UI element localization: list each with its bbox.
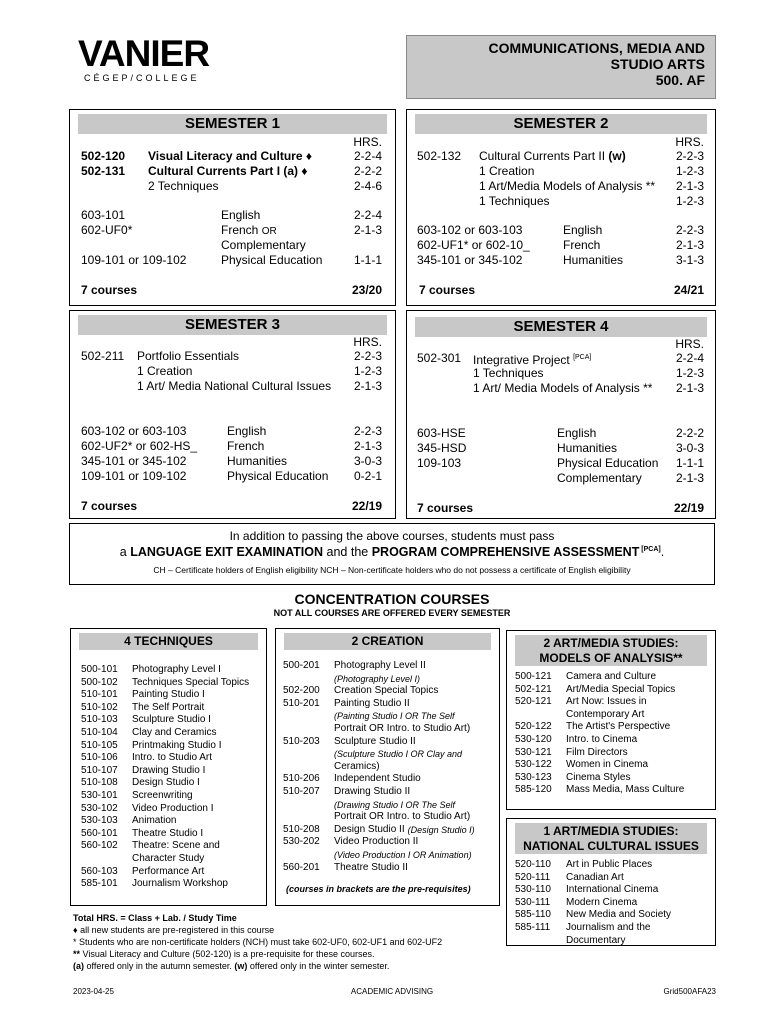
models-of-analysis-box bbox=[506, 630, 716, 810]
course-code: 530-123 bbox=[515, 771, 552, 783]
course-code: 560-201 bbox=[283, 861, 320, 873]
course-code: 603-102 or 603-103 bbox=[417, 223, 523, 237]
course-code: 602-UF2* or 602-HS_ bbox=[81, 439, 198, 453]
course-name: Physical Education bbox=[221, 253, 323, 267]
pca-mark: [PCA] bbox=[639, 545, 661, 553]
course-hours: 1-2-3 bbox=[675, 366, 704, 380]
course-item bbox=[515, 671, 684, 684]
course-name: Independent Studio bbox=[334, 773, 421, 785]
course-name: French bbox=[227, 439, 265, 453]
course-name: Painting Studio I bbox=[132, 689, 205, 701]
course-item bbox=[283, 748, 475, 761]
course-code: 603-101 bbox=[81, 208, 126, 222]
hrs-header: HRS. bbox=[675, 135, 704, 149]
course-name: 1 Techniques bbox=[473, 366, 544, 380]
course-code: 520-110 bbox=[515, 859, 551, 870]
course-name: Sculpture Studio I bbox=[132, 714, 211, 726]
course-hours: 1-2-3 bbox=[675, 164, 704, 178]
autumn-flag: (a) bbox=[73, 961, 84, 971]
course-item bbox=[515, 734, 684, 747]
course-code: 530-122 bbox=[515, 759, 552, 771]
course-hours: 2-2-4 bbox=[675, 351, 704, 365]
course-hours: 2-2-3 bbox=[675, 149, 704, 163]
course-name: English bbox=[557, 426, 597, 440]
course-item bbox=[515, 935, 671, 948]
vanier-logo bbox=[78, 33, 210, 83]
course-code: 510-106 bbox=[81, 752, 118, 764]
course-item bbox=[81, 853, 249, 866]
hrs-header: HRS. bbox=[353, 335, 382, 349]
course-code: 530-120 bbox=[515, 733, 552, 745]
footer-title: ACADEMIC ADVISING bbox=[350, 987, 434, 996]
course-code: 510-105 bbox=[81, 739, 118, 751]
course-code: 500-121 bbox=[515, 671, 552, 682]
course-name: Design Studio II bbox=[334, 823, 405, 835]
course-item bbox=[81, 840, 249, 853]
course-code: 530-202 bbox=[283, 836, 320, 848]
course-code: 502-200 bbox=[283, 685, 320, 697]
course-name: Cinema Styles bbox=[566, 771, 631, 783]
course-name: Film Directors bbox=[566, 746, 628, 758]
course-hours: 2-1-3 bbox=[353, 223, 382, 237]
national-title-line2: NATIONAL CULTURAL ISSUES bbox=[523, 839, 699, 853]
techniques-title: 4 TECHNIQUES bbox=[79, 633, 258, 650]
or-label: OR bbox=[261, 226, 277, 237]
course-name: Humanities bbox=[227, 454, 288, 468]
course-name: Mass Media, Mass Culture bbox=[566, 784, 685, 796]
course-item bbox=[81, 752, 249, 765]
course-name bbox=[479, 149, 626, 163]
course-code: 510-104 bbox=[81, 726, 118, 738]
course-name: Women in Cinema bbox=[566, 759, 649, 771]
course-code: 502-120 bbox=[81, 149, 126, 163]
course-code: 530-110 bbox=[515, 884, 551, 896]
models-list bbox=[515, 671, 684, 797]
total-courses: 7 courses bbox=[417, 501, 474, 515]
course-item bbox=[81, 878, 249, 891]
course-item bbox=[283, 849, 475, 862]
hrs-header: HRS. bbox=[353, 135, 382, 149]
course-code: 345-101 or 345-102 bbox=[81, 454, 187, 468]
note-total-hrs: Total HRS. = Class + Lab. / Study Time bbox=[73, 913, 237, 923]
course-item bbox=[283, 799, 475, 812]
course-name: Intro. to Cinema bbox=[566, 733, 638, 745]
course-item bbox=[81, 714, 249, 727]
course-name: Camera and Culture bbox=[566, 671, 657, 682]
prerequisite: (Design Studio I) bbox=[407, 824, 475, 835]
course-item bbox=[515, 897, 671, 910]
course-name: Theatre Studio II bbox=[334, 861, 408, 873]
course-item bbox=[81, 828, 249, 841]
course-name: (Photography Level I) bbox=[334, 673, 421, 684]
course-hours: 1-1-1 bbox=[353, 253, 382, 267]
course-name: (Drawing Studio I OR The Self bbox=[334, 799, 456, 810]
course-name: Video Production I bbox=[132, 802, 214, 814]
course-hours: 2-1-3 bbox=[353, 379, 382, 393]
course-code: 510-201 bbox=[283, 697, 320, 709]
pca-mark: [PCA] bbox=[573, 354, 592, 361]
total-courses: 7 courses bbox=[81, 283, 138, 297]
creation-title: 2 CREATION bbox=[284, 633, 491, 650]
course-item bbox=[283, 836, 475, 849]
total-courses: 7 courses bbox=[419, 283, 476, 297]
course-hours: 1-2-3 bbox=[353, 364, 382, 378]
footer-code: Grid500AFA23 bbox=[663, 987, 716, 996]
course-code: 510-103 bbox=[81, 714, 118, 726]
course-name: Art in Public Places bbox=[566, 859, 653, 870]
course-code: 530-103 bbox=[81, 815, 118, 827]
course-code: 502-121 bbox=[515, 683, 552, 695]
techniques-box bbox=[70, 628, 267, 906]
concentration-subtitle: NOT ALL COURSES ARE OFFERED EVERY SEMESTER bbox=[273, 608, 511, 618]
models-title-line2: MODELS OF ANALYSIS** bbox=[539, 651, 683, 665]
course-code: 500-102 bbox=[81, 676, 118, 688]
course-item bbox=[515, 859, 671, 872]
course-item bbox=[283, 673, 475, 686]
course-name: Portfolio Essentials bbox=[137, 349, 240, 363]
techniques-list bbox=[81, 664, 249, 891]
autumn-text: offered only in the autumn semester. bbox=[84, 961, 235, 971]
course-code: 602-UF0* bbox=[81, 223, 133, 237]
course-item bbox=[283, 660, 475, 673]
semester-3-box bbox=[69, 310, 396, 519]
course-name: Cultural Currents Part I (a) ♦ bbox=[148, 164, 308, 178]
course-name: Character Study bbox=[132, 852, 205, 864]
course-item bbox=[515, 759, 684, 772]
course-name: Screenwriting bbox=[132, 789, 193, 801]
course-hours: 1-1-1 bbox=[675, 456, 704, 470]
course-name: Drawing Studio II bbox=[334, 785, 411, 797]
course-item bbox=[515, 884, 671, 897]
course-item bbox=[81, 765, 249, 778]
course-name: Clay and Ceramics bbox=[132, 726, 217, 738]
course-item bbox=[81, 777, 249, 790]
course-name bbox=[221, 223, 277, 239]
course-name: Journalism Workshop bbox=[132, 878, 228, 890]
course-item bbox=[81, 702, 249, 715]
course-hours: 3-0-3 bbox=[353, 454, 382, 468]
course-code: 603-102 or 603-103 bbox=[81, 424, 187, 438]
course-name: English bbox=[221, 208, 261, 222]
course-hours: 3-1-3 bbox=[675, 253, 704, 267]
course-hours: 2-2-2 bbox=[353, 164, 382, 178]
course-name: Modern Cinema bbox=[566, 896, 638, 908]
course-name: Photography Level II bbox=[334, 660, 426, 671]
course-code: 502-132 bbox=[417, 149, 462, 163]
course-item bbox=[515, 909, 671, 922]
course-code: 530-102 bbox=[81, 802, 118, 814]
course-hours: 2-4-6 bbox=[353, 179, 382, 193]
course-name: 1 Art/ Media National Cultural Issues bbox=[137, 379, 332, 393]
course-item bbox=[283, 786, 475, 799]
course-name: Portrait OR Intro. to Studio Art) bbox=[334, 811, 471, 823]
requirements-box bbox=[69, 523, 715, 585]
course-code: 560-102 bbox=[81, 840, 118, 852]
course-item bbox=[515, 709, 684, 722]
course-name: Visual Literacy and Culture ♦ bbox=[148, 149, 312, 163]
period: . bbox=[660, 545, 665, 559]
course-hours: 2-2-2 bbox=[675, 426, 704, 440]
course-name: Canadian Art bbox=[566, 871, 624, 883]
course-name: (Video Production I OR Animation) bbox=[334, 849, 472, 860]
course-code: 520-122 bbox=[515, 721, 552, 733]
text-and: and the bbox=[323, 545, 372, 559]
course-item bbox=[283, 710, 475, 723]
course-name: Complementary bbox=[557, 471, 642, 485]
course-code: 510-108 bbox=[81, 777, 118, 789]
course-item bbox=[515, 772, 684, 785]
course-code: 510-206 bbox=[283, 773, 320, 785]
program-header bbox=[406, 35, 716, 99]
course-item bbox=[515, 872, 671, 885]
notes bbox=[73, 912, 442, 972]
course-hours: 2-1-3 bbox=[675, 381, 704, 395]
course-item bbox=[515, 696, 684, 709]
course-name: New Media and Society bbox=[566, 909, 672, 921]
course-name: Performance Art bbox=[132, 865, 205, 877]
course-name: Animation bbox=[132, 815, 177, 827]
requirements-line1: In addition to passing the above courses, students must pass bbox=[229, 529, 555, 543]
course-item bbox=[515, 922, 671, 935]
text-a: a bbox=[119, 545, 131, 559]
course-code: 510-101 bbox=[81, 689, 118, 701]
double-asterisk: ** bbox=[73, 949, 81, 959]
models-title-line1: 2 ART/MEDIA STUDIES: bbox=[543, 636, 679, 650]
concentration-title: CONCENTRATION COURSES bbox=[294, 591, 490, 607]
course-item bbox=[283, 773, 475, 786]
course-code: 585-110 bbox=[515, 909, 551, 921]
course-item bbox=[81, 803, 249, 816]
course-name: Design Studio I bbox=[132, 777, 200, 789]
course-name: Photography Level I bbox=[132, 664, 221, 675]
note-prerequisite bbox=[73, 948, 442, 960]
course-name: French bbox=[563, 238, 601, 252]
course-hours: 1-2-3 bbox=[675, 194, 704, 208]
course-code: 510-208 bbox=[283, 823, 320, 835]
course-hours: 2-1-3 bbox=[675, 179, 704, 193]
course-name: Humanities bbox=[557, 441, 618, 455]
semester-2-box bbox=[406, 109, 716, 306]
semester-2-title: SEMESTER 2 bbox=[415, 114, 707, 134]
course-name: 1 Art/Media Models of Analysis ** bbox=[479, 179, 656, 193]
creation-list bbox=[283, 660, 475, 874]
winter-text: offered only in the winter semester. bbox=[247, 961, 390, 971]
note-nch: * Students who are non-certificate holders (NCH) must take 602-UF0, 602-UF1 and 602-UF2 bbox=[73, 937, 443, 947]
course-name: Art/Media Special Topics bbox=[566, 683, 676, 695]
course-item bbox=[515, 784, 684, 797]
course-code: 585-111 bbox=[515, 921, 551, 933]
course-name bbox=[473, 351, 591, 367]
course-hours: 2-1-3 bbox=[675, 471, 704, 485]
semester-1-box bbox=[69, 109, 396, 306]
course-code: 109-103 bbox=[417, 456, 462, 470]
course-name: 2 Techniques bbox=[148, 179, 219, 193]
course-code: 530-121 bbox=[515, 746, 552, 758]
course-name: Journalism and the bbox=[566, 921, 651, 933]
course-item bbox=[81, 689, 249, 702]
course-item bbox=[81, 740, 249, 753]
course-code: 502-131 bbox=[81, 164, 126, 178]
course-item bbox=[283, 824, 475, 837]
semester-4-box bbox=[406, 310, 716, 519]
course-code: 602-UF1* or 602-10_ bbox=[417, 238, 530, 252]
course-title: Integrative Project bbox=[473, 353, 570, 367]
course-code: 500-201 bbox=[283, 660, 320, 671]
national-title-line1: 1 ART/MEDIA STUDIES: bbox=[543, 824, 679, 838]
creation-box bbox=[275, 628, 500, 906]
course-name: Complementary bbox=[221, 238, 306, 252]
course-item bbox=[283, 811, 475, 824]
course-name: Theatre Studio I bbox=[132, 827, 204, 839]
eligibility-legend: CH – Certificate holders of English eligibility NCH – Non-certificate holders who do not possess a certificate of English eligibility bbox=[153, 565, 631, 575]
course-item bbox=[283, 685, 475, 698]
course-name: Drawing Studio I bbox=[132, 764, 206, 776]
logo-wordmark: VANIER bbox=[78, 33, 210, 74]
course-code: 530-111 bbox=[515, 896, 551, 908]
course-hours: 2-1-3 bbox=[353, 439, 382, 453]
course-code: 500-101 bbox=[81, 664, 118, 675]
logo-subtitle: CÉGEP/COLLEGE bbox=[84, 73, 200, 83]
course-code: 109-101 or 109-102 bbox=[81, 469, 187, 483]
course-name: Sculpture Studio II bbox=[334, 735, 416, 747]
total-hours: 23/20 bbox=[351, 283, 382, 297]
course-item bbox=[515, 747, 684, 760]
course-hours: 2-2-4 bbox=[353, 149, 382, 163]
course-code: 502-211 bbox=[81, 349, 125, 363]
course-code: 510-207 bbox=[283, 785, 320, 797]
course-name: Painting Studio II bbox=[334, 697, 410, 709]
course-name: Portrait OR Intro. to Studio Art) bbox=[334, 722, 471, 734]
course-name: Art Now: Issues in bbox=[566, 696, 647, 708]
course-code: 510-203 bbox=[283, 735, 320, 747]
program-title-line2: STUDIO ARTS bbox=[610, 56, 705, 72]
total-courses: 7 courses bbox=[81, 499, 138, 513]
note-preregistered: ♦ all new students are pre-registered in this course bbox=[73, 925, 275, 935]
requirements-line2 bbox=[70, 545, 714, 559]
course-name: Documentary bbox=[566, 934, 626, 946]
course-item bbox=[283, 698, 475, 711]
course-code: 560-101 bbox=[81, 827, 118, 839]
course-hours: 2-2-3 bbox=[675, 223, 704, 237]
course-name: Intro. to Studio Art bbox=[132, 752, 213, 764]
course-name: Humanities bbox=[563, 253, 624, 267]
course-item bbox=[283, 862, 475, 875]
course-code: 603-HSE bbox=[417, 426, 466, 440]
note-prerequisite-text: Visual Literacy and Culture (502-120) is a pre-requisite for these courses. bbox=[80, 949, 375, 959]
course-name: 1 Techniques bbox=[479, 194, 550, 208]
course-code: 109-101 or 109-102 bbox=[81, 253, 187, 267]
course-name: 1 Art/ Media Models of Analysis ** bbox=[473, 381, 653, 395]
course-code: 530-101 bbox=[81, 789, 118, 801]
course-code: 510-107 bbox=[81, 764, 118, 776]
course-hours: 2-2-3 bbox=[353, 349, 382, 363]
course-item bbox=[81, 866, 249, 879]
course-name: (Sculpture Studio I OR Clay and bbox=[334, 749, 463, 760]
course-item bbox=[515, 721, 684, 734]
hrs-header: HRS. bbox=[675, 337, 704, 351]
course-name: Physical Education bbox=[557, 456, 659, 470]
course-code: 520-121 bbox=[515, 696, 552, 708]
national-title bbox=[515, 823, 707, 854]
national-list bbox=[515, 859, 671, 947]
course-hours: 3-0-3 bbox=[675, 441, 704, 455]
course-hours: 2-2-4 bbox=[353, 208, 382, 222]
winter-flag: (w) bbox=[608, 149, 626, 163]
course-code: 585-120 bbox=[515, 784, 552, 796]
total-hours: 22/19 bbox=[673, 501, 704, 515]
total-hours: 22/19 bbox=[351, 499, 382, 513]
footer-date: 2023-04-25 bbox=[73, 987, 114, 996]
course-name: Creation Special Topics bbox=[334, 685, 439, 697]
course-item bbox=[81, 790, 249, 803]
course-title: Cultural Currents Part II bbox=[479, 149, 606, 163]
program-title-line1: COMMUNICATIONS, MEDIA AND bbox=[488, 40, 705, 56]
course-name: Theatre: Scene and bbox=[132, 840, 220, 852]
course-code: 502-301 bbox=[417, 351, 462, 365]
course-hours: 2-2-3 bbox=[353, 424, 382, 438]
course-item bbox=[81, 677, 249, 690]
program-comprehensive-assessment: PROGRAM COMPREHENSIVE ASSESSMENT bbox=[371, 545, 640, 559]
course-code: 560-103 bbox=[81, 865, 118, 877]
course-name: Printmaking Studio I bbox=[132, 739, 222, 751]
language-exit-exam: LANGUAGE EXIT EXAMINATION bbox=[130, 545, 324, 559]
course-name: Ceramics) bbox=[334, 760, 380, 772]
french-label: French bbox=[221, 223, 259, 237]
semester-3-title: SEMESTER 3 bbox=[78, 315, 387, 335]
prerequisite-note: (courses in brackets are the pre-requisites) bbox=[286, 884, 471, 894]
course-name: The Artist's Perspective bbox=[566, 721, 671, 733]
course-name: Techniques Special Topics bbox=[132, 676, 250, 688]
course-item bbox=[81, 664, 249, 677]
course-name: English bbox=[563, 223, 603, 237]
course-item bbox=[81, 815, 249, 828]
national-issues-box bbox=[506, 818, 716, 946]
models-title bbox=[515, 635, 707, 666]
course-hours: 0-2-1 bbox=[353, 469, 382, 483]
course-name: 1 Creation bbox=[137, 364, 193, 378]
course-code: 520-111 bbox=[515, 871, 551, 883]
course-name: 1 Creation bbox=[479, 164, 535, 178]
semester-1-title: SEMESTER 1 bbox=[78, 114, 387, 134]
course-name: Contemporary Art bbox=[566, 708, 645, 720]
course-name: Physical Education bbox=[227, 469, 329, 483]
course-code: 345-101 or 345-102 bbox=[417, 253, 523, 267]
course-item bbox=[81, 727, 249, 740]
total-hours: 24/21 bbox=[673, 283, 704, 297]
course-name: Video Production II bbox=[334, 836, 419, 848]
course-code: 345-HSD bbox=[417, 441, 467, 455]
note-semesters bbox=[73, 960, 442, 972]
program-code: 500. AF bbox=[655, 72, 705, 88]
course-name: The Self Portrait bbox=[132, 701, 205, 713]
course-name: English bbox=[227, 424, 267, 438]
course-item bbox=[283, 736, 475, 749]
course-item bbox=[283, 723, 475, 736]
winter-flag: (w) bbox=[234, 961, 248, 971]
course-name: (Painting Studio I OR The Self bbox=[334, 711, 455, 722]
course-item bbox=[283, 761, 475, 774]
course-hours: 2-1-3 bbox=[675, 238, 704, 252]
course-code: 510-102 bbox=[81, 701, 118, 713]
course-item bbox=[515, 684, 684, 697]
course-name: International Cinema bbox=[566, 884, 659, 896]
semester-4-title: SEMESTER 4 bbox=[415, 317, 707, 337]
course-code: 585-101 bbox=[81, 878, 118, 890]
